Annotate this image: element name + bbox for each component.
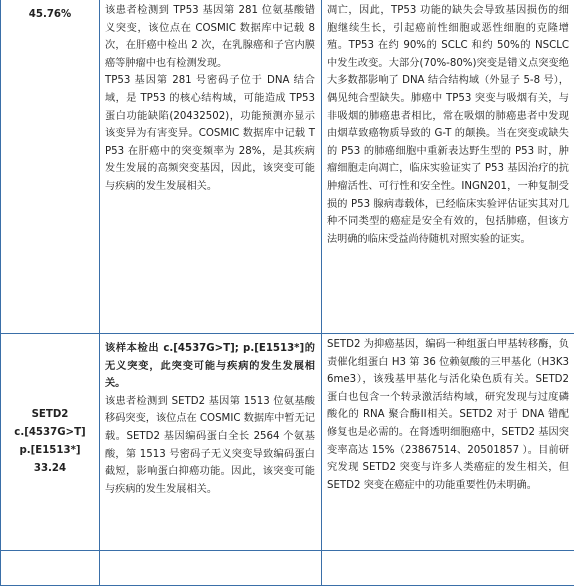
table-row-setd2 [1,334,574,551]
gene-name: SETD2 [4,406,96,424]
interpretation-paragraph: TP53 基因第 281 号密码子位于 DNA 结合域，是 TP53 的核心结构域，可能造成 TP53 蛋白功能缺陷(20432502)，功能预测亦显示该变异为有害变异。COSMIC 数据库中记载 TP53 在肝癌中的突变频率为 28%，是其疾病发生发展的高频突变基因，因此，该突变可能与疾病的发生发展相关。 [105,72,315,195]
interpretation-summary: 该样本检出 c.[4537G>T]; p.[E1513*]的无义突变，此突变可能与疾病的发生发展相关。 [105,340,315,393]
gene-description-cell: SETD2 为抑癌基因，编码一种组蛋白甲基转移酶，负责催化组蛋白 H3 第 36 位赖氨酸的三甲基化（H3K36me3），该残基甲基化与活化染色质有关。SETD2 蛋白也包含一个转录激活结构域，研究发现与过度磷酸化的 RNA 聚合酶II相关。SETD2 对于 DNA 错配修复也是必需的。在肾透明细胞癌中，SETD2 基因突变率高达 15%（23867514、20501857 ）。目前研究发现 SETD2 突变与许多人类癌症的发生相关，但 SETD2 突变在癌症中的功能重要性仍未明确。 [322,334,574,551]
interpretation-cell [100,334,322,551]
interpretation-paragraph: 该患者检测到 TP53 基因第 281 位氨基酸错义突变，该位点在 COSMIC 数据库中记载 8 次，在肝癌中检出 2 次，在乳腺癌和子宫内膜癌等肿瘤中也有检测发现。 [105,2,315,72]
empty-cell [100,551,322,586]
gene-description-cell: 凋亡，因此，TP53 功能的缺失会导致基因损伤的细胞继续生长，引起癌前性细胞或恶性细胞的克隆增殖。TP53 在约 90%的 SCLC 和约 50%的 NSCLC 中发生改变。大部分(70%-80%)突变是错义点突变绝大多数都影响了 DNA 结合结构域（外显子 5-8 号），偶见纯合型缺失。肺癌中 TP53 突变与吸烟有关，与非吸烟的肺癌患者相比，常在吸烟的肺癌患者中发现由烟草致癌物质导致的 G-T 的颠换。当在突变或缺失的 P53 的肺癌细胞中重新表达野生型的 P53 时，肿瘤细胞走向凋亡，临床实验证实了 P53 基因治疗的抗肿瘤活性、可行性和安全性。INGN201，一种复制受损的 P53 腺病毒载体，已经临床实验评估证实其对几种不同类型的癌症是安全有效的，包括肺癌，但该方法明确的临床受益尚待随机对照实验的证实。 [322,0,574,334]
interpretation-cell [100,0,322,334]
gene-cell: 45.76% [1,0,100,334]
table-row-empty [1,551,574,586]
interpretation-paragraph: 该患者检测到 SETD2 基因第 1513 位氨基酸移码突变，该位点在 COSMIC 数据库中暂无记载。SETD2 基因编码蛋白全长 2564 个氨基酸，第 1513 号密码子无义突变导致编码蛋白截短，影响蛋白抑癌功能。因此，该突变可能与疾病的发生发展相关。 [105,393,315,499]
gene-cell [1,334,100,551]
cdna-change: c.[4537G>T] [4,424,96,442]
table-row-tp53 [1,0,574,334]
protein-change: p.[E1513*] [4,442,96,460]
empty-cell [1,551,100,586]
empty-cell [322,551,574,586]
allele-frequency: 33.24 [4,460,96,478]
